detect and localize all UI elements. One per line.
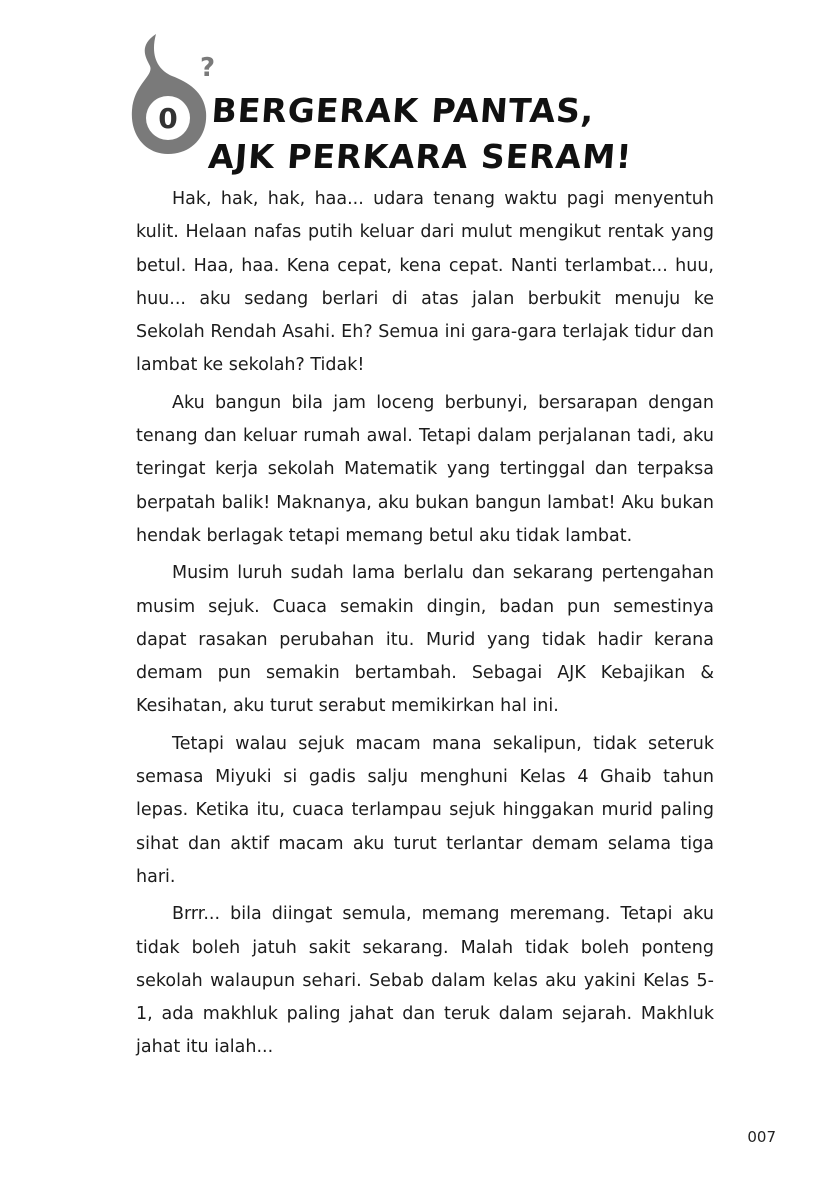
chapter-title-line-2: AJK PERKARA SERAM!: [207, 137, 634, 176]
paragraph: Brrr... bila diingat semula, memang meremang. Tetapi aku tidak boleh jatuh sakit sekarang. Malah tidak boleh ponteng sekolah walaupun sehari. Sebab dalam kelas aku yakini Kelas 5-1, ada makhluk paling jahat dan teruk dalam sejarah. Makhluk jahat itu ialah...: [136, 904, 714, 1058]
paragraph: Aku bangun bila jam loceng berbunyi, bersarapan dengan tenang dan keluar rumah awal. Tetapi dalam perjalanan tadi, aku teringat kerja sekolah Matematik yang tertinggal dan terpaksa berpatah balik! Maknanya, aku bukan bangun lambat! Aku bukan hendak berlagak tetapi memang betul aku tidak lambat.: [136, 392, 714, 546]
paragraph: Musim luruh sudah lama berlalu dan sekarang pertengahan musim sejuk. Cuaca semakin dingin, badan pun semestinya dapat rasakan perubahan itu. Murid yang tidak hadir kerana demam pun semakin bertambah. Sebagai AJK Kebajikan & Kesihatan, aku turut serabut memikirkan hal ini.: [136, 563, 714, 717]
question-mark-icon: ?: [200, 53, 216, 83]
body-text: [136, 183, 714, 1069]
paragraph: Tetapi walau sejuk macam mana sekalipun, tidak seteruk semasa Miyuki si gadis salju menghuni Kelas 4 Ghaib tahun lepas. Ketika itu, cuaca terlampau sejuk hinggakan murid paling sihat dan aktif macam aku turut terlantar demam selama tiga hari.: [136, 733, 714, 887]
chapter-title: [207, 88, 637, 180]
chapter-title-line-1: BERGERAK PANTAS,: [210, 91, 596, 130]
chapter-number: 0: [158, 102, 178, 135]
paragraph: Hak, hak, hak, haa... udara tenang waktu pagi menyentuh kulit. Helaan nafas putih keluar dari mulut mengikut rentak yang betul. Haa, haa. Kena cepat, kena cepat. Nanti terlambat... huu, huu... aku sedang berlari di atas jalan berbukit menuju ke Sekolah Rendah Asahi. Eh? Semua ini gara-gara terlajak tidur dan lambat ke sekolah? Tidak!: [136, 189, 714, 376]
page-number: 007: [747, 1128, 776, 1146]
